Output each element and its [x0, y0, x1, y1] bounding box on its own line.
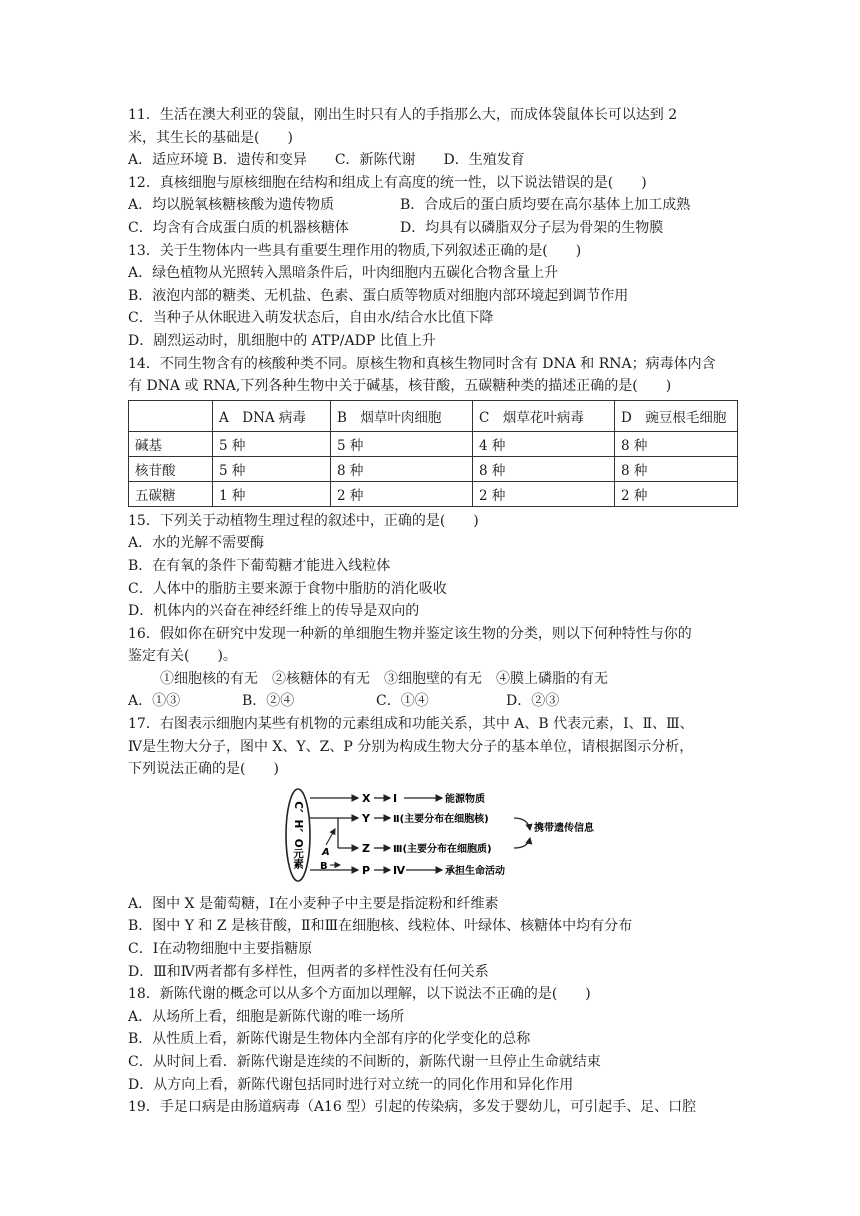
q16-stem-line1: 16．假如你在研究中发现一种新的单细胞生物并鉴定该生物的分类，则以下何种特性与你的: [128, 625, 692, 642]
q16-option-d: D．②③: [506, 693, 560, 710]
q18-stem: 18．新陈代谢的概念可以从多个方面加以理解，以下说法不正确的是( ): [128, 986, 591, 1003]
q17-option-a: A．图中 X 是葡萄糖，Ⅰ在小麦种子中主要是指淀粉和纤维素: [128, 895, 499, 912]
q17-diagram: [282, 785, 594, 885]
table-row: [129, 431, 738, 456]
table-header-cell: [129, 400, 213, 431]
q18-option-c: C．从时间上看．新陈代谢是连续的不间断的，新陈代谢一旦停止生命就结束: [128, 1054, 601, 1070]
macro-i-label: Ⅰ: [393, 791, 398, 805]
q17-option-b: B．图中 Y 和 Z 是核苷酸，Ⅱ和Ⅲ在细胞核、线粒体、叶绿体、核糖体中均有分布: [128, 918, 633, 935]
elements-label: C、H、O元素: [292, 801, 304, 869]
q13-option-b: B．液泡内部的糖类、无机盐、色素、蛋白质等物质对细胞内部环境起到调节作用: [128, 287, 629, 304]
q15-option-a: A．水的光解不需要酶: [128, 535, 265, 552]
q16-stem-line2: 鉴定有关( )。: [128, 648, 237, 665]
q16-items: ①细胞核的有无 ②核糖体的有无 ③细胞壁的有无 ④膜上磷脂的有无: [160, 670, 608, 687]
table-header-cell: B 烟草叶肉细胞: [331, 400, 473, 431]
q12-option-a: A．均以脱氧核糖核酸为遗传物质: [128, 197, 335, 214]
q11-stem-line1: 11．生活在澳大利亚的袋鼠，刚出生时只有人的手指那么大，而成体袋鼠体长可以达到 2: [128, 107, 678, 123]
table-cell: 4 种: [473, 431, 615, 456]
macro-ii-label: Ⅱ(主要分布在细胞核): [393, 813, 489, 825]
table-cell: 2 种: [615, 481, 738, 506]
energy-substance-label: 能源物质: [445, 793, 485, 805]
table-cell: 5 种: [213, 456, 331, 481]
q15-option-d: D．机体内的兴奋在神经纤维上的传导是双向的: [128, 603, 420, 620]
q12-options-row1: [128, 194, 738, 217]
q17-option-d: D．Ⅲ和Ⅳ两者都有多样性，但两者的多样性没有任何关系: [128, 963, 489, 980]
element-a-label: A: [322, 846, 330, 858]
q13-option-a: A．绿色植物从光照转入黑暗条件后，叶肉细胞内五碳化合物含量上升: [128, 265, 559, 282]
table-cell: 8 种: [473, 456, 615, 481]
q14-table: [128, 400, 738, 507]
table-row-label: 核苷酸: [129, 456, 213, 481]
q11-stem-line2: 米，其生长的基础是( ): [128, 129, 293, 146]
q11-options: A．适应环境 B．遗传和变异 C．新陈代谢 D．生殖发育: [128, 152, 525, 169]
unit-y-label: Y: [362, 811, 370, 825]
table-header-cell: C 烟草花叶病毒: [473, 400, 615, 431]
table-row-label: 碱基: [129, 431, 213, 456]
table-row: [129, 481, 738, 506]
table-header-cell: A DNA 病毒: [213, 400, 331, 431]
q17-stem-line3: 下列说法正确的是( ): [128, 761, 279, 778]
q17-stem-line2: Ⅳ是生物大分子，图中 X、Y、Z、P 分别为构成生物大分子的基本单位，请根据图示分析，: [128, 738, 694, 755]
exam-page: [128, 104, 738, 1119]
q13-stem: 13．关于生物体内一些具有重要生理作用的物质,下列叙述正确的是( ): [128, 242, 582, 259]
table-cell: 8 种: [331, 456, 473, 481]
q12-option-c: C．均含有合成蛋白质的机器核糖体: [128, 219, 349, 236]
q18-option-d: D．从方向上看，新陈代谢包括同时进行对立统一的同化作用和异化作用: [128, 1076, 574, 1093]
unit-p-label: P: [362, 863, 371, 877]
q19-stem-line1: 19．手足口病是由肠道病毒（A16 型）引起的传染病，多发于婴幼儿，可引起手、足、口腔: [128, 1099, 697, 1116]
table-row-label: 五碳糖: [129, 481, 213, 506]
q15-stem: 15．下列关于动植物生理过程的叙述中，正确的是( ): [128, 512, 479, 529]
table-cell: 1 种: [213, 481, 331, 506]
q12-stem: 12．真核细胞与原核细胞在结构和组成上有高度的统一性，以下说法错误的是( ): [128, 174, 647, 191]
table-cell: 5 种: [213, 431, 331, 456]
q16-option-b: B．②④: [242, 693, 295, 710]
table-header-row: [129, 400, 738, 431]
q18-option-b: B．从性质上看，新陈代谢是生物体内全部有序的化学变化的总称: [128, 1031, 531, 1048]
q13-option-d: D．剧烈运动时，肌细胞中的 ATP/ADP 比值上升: [128, 332, 436, 349]
q14-stem-line1: 14．不同生物含有的核酸种类不同。原核生物和真核生物同时含有 DNA 和 RNA；病毒体内含: [128, 355, 716, 372]
q16-option-a: A．①③: [128, 693, 181, 710]
carry-genetic-info-label: [533, 821, 595, 834]
macro-iv-label: Ⅳ: [393, 863, 406, 877]
table-cell: 8 种: [615, 431, 738, 456]
element-b-label: B: [320, 860, 328, 872]
q18-option-a: A．从场所上看，细胞是新陈代谢的唯一场所: [128, 1008, 405, 1025]
q12-options-row2: [128, 217, 738, 240]
table-cell: 2 种: [331, 481, 473, 506]
q15-option-b: B．在有氧的条件下葡萄糖才能进入线粒体: [128, 557, 391, 574]
q12-option-d: D．均具有以磷脂双分子层为骨架的生物膜: [400, 219, 664, 236]
q17-stem-line1: 17．右图表示细胞内某些有机物的元素组成和功能关系，其中 A、B 代表元素，Ⅰ、Ⅱ、Ⅲ、: [128, 716, 694, 733]
q14-stem-line2: 有 DNA 或 RNA,下列各种生物中关于碱基，核苷酸，五碳糖种类的描述正确的是( ): [128, 378, 672, 395]
q16-options: [128, 690, 738, 713]
q16-option-c: C．①④: [376, 693, 429, 710]
table-row: [129, 456, 738, 481]
unit-x-label: X: [362, 791, 371, 805]
q17-option-c: C．Ⅰ在动物细胞中主要指糖原: [128, 941, 313, 958]
macro-iii-label: Ⅲ(主要分布在细胞质): [393, 843, 492, 855]
unit-z-label: Z: [362, 841, 370, 855]
q15-option-c: C．人体中的脂肪主要来源于食物中脂肪的消化吸收: [128, 580, 447, 597]
q12-option-b: B．合成后的蛋白质均要在高尔基体上加工成熟: [400, 197, 691, 214]
table-cell: 8 种: [615, 456, 738, 481]
table-cell: 5 种: [331, 431, 473, 456]
table-header-cell: D 豌豆根毛细胞: [615, 400, 738, 431]
q13-option-c: C．当种子从休眠进入萌发状态后，自由水/结合水比值下降: [128, 310, 494, 327]
table-cell: 2 种: [473, 481, 615, 506]
carry-genetic-info-text: 携带遗传信息: [534, 822, 594, 834]
life-activity-label: 承担生命活动: [445, 865, 505, 877]
